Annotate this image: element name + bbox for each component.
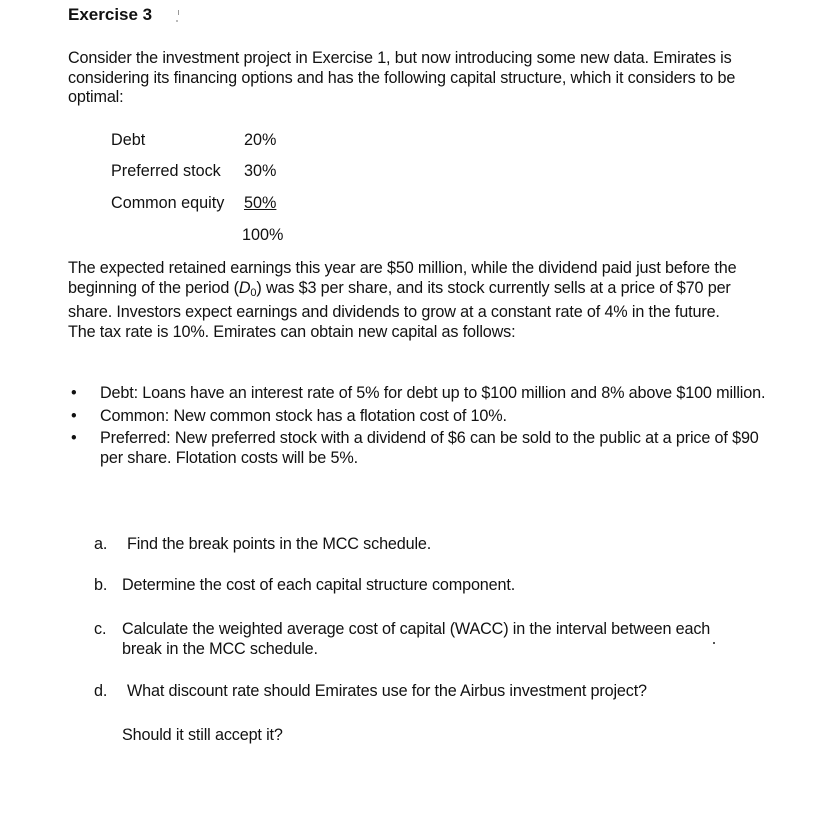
scan-artifact <box>713 642 715 644</box>
question-a <box>94 535 754 555</box>
question-b <box>94 576 754 596</box>
question-letter: b. <box>94 576 108 594</box>
question-followup: Should it still accept it? <box>122 725 283 744</box>
capital-label: Debt <box>111 131 146 149</box>
intro-paragraph: Consider the investment project in Exercise 1, but now introducing some new data. Emirates is considering its financing options and has the following capital structure, which it considers to be optimal: <box>68 49 736 107</box>
body-text: The expected retained earnings this year are $50 million, while the dividend paid just before the beginning of the period ( <box>68 259 737 297</box>
capital-value: 30% <box>244 162 277 180</box>
exercise-title: Exercise 3 <box>68 5 153 24</box>
capital-label: Preferred stock <box>111 162 221 180</box>
list-item-text: Preferred: New preferred stock with a dividend of $6 can be sold to the public at a price of $90 per share. Flotation costs will be 5%. <box>100 429 759 467</box>
scan-artifact <box>176 20 178 22</box>
question-text: Find the break points in the MCC schedule. <box>127 535 432 553</box>
dividend-subscript: 0 <box>250 286 257 299</box>
capital-sources-list <box>68 384 768 471</box>
scan-artifact <box>178 10 179 15</box>
capital-value: 20% <box>244 131 277 149</box>
list-item-text: Common: New common stock has a flotation cost of 10%. <box>100 406 507 425</box>
bullet-icon: • <box>71 429 77 448</box>
body-paragraph <box>68 259 748 342</box>
question-text: Calculate the weighted average cost of capital (WACC) in the interval between each break in the MCC schedule. <box>122 620 711 658</box>
question-letter: d. <box>94 682 108 700</box>
question-text: What discount rate should Emirates use for the Airbus investment project? <box>127 682 647 700</box>
question-text: Determine the cost of each capital structure component. <box>122 576 516 594</box>
list-item <box>68 407 768 427</box>
dividend-variable: D <box>238 278 251 297</box>
bullet-icon: • <box>71 406 77 425</box>
list-item-text: Debt: Loans have an interest rate of 5% for debt up to $100 million and 8% above $100 million. <box>100 384 766 402</box>
body-text: ) was $3 per share, and its stock currently sells at a price of $70 per share. Investors expect earnings and dividends to grow at a constant rate of 4% in the future. The tax rate is 10%. Emirates can obtain new capital as follows: <box>68 278 731 341</box>
question-letter: a. <box>94 535 108 553</box>
question-d <box>94 682 754 745</box>
list-item <box>68 384 768 404</box>
capital-label: Common equity <box>111 194 225 212</box>
capital-value: 50% <box>244 194 277 212</box>
list-item <box>68 429 768 468</box>
bullet-icon: • <box>71 384 77 402</box>
question-c <box>94 620 754 659</box>
capital-total: 100% <box>242 226 284 244</box>
question-letter: c. <box>94 620 107 638</box>
